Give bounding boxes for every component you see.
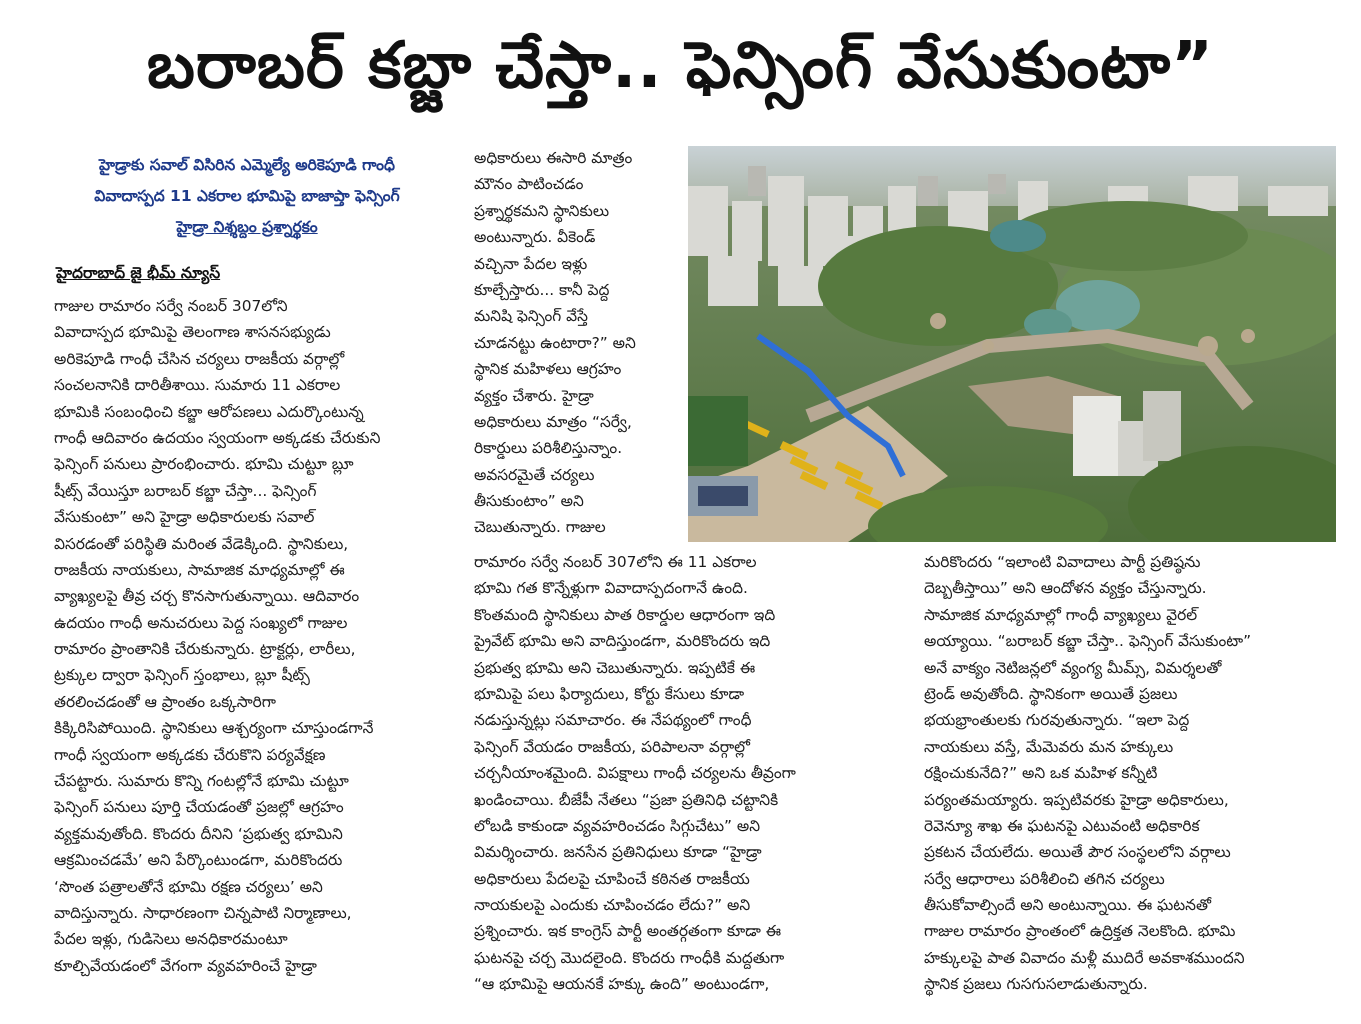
article-line: “ఆ భూమిపై ఆయనకే హక్కు ఉంది” అంటుండగా, xyxy=(474,975,770,994)
article-line: దెబ్బతీస్తాయి” అని ఆందోళన వ్యక్తం చేస్తున్నారు. xyxy=(924,579,1207,598)
article-line: అంటున్నారు. వీకెండ్ xyxy=(474,228,596,247)
article-line: రక్షించుకునేది?” అని ఒక మహిళ కన్నీటి xyxy=(924,764,1158,783)
article-line: వివాదాస్పద భూమిపై తెలంగాణ శాసనసభ్యుడు xyxy=(54,323,331,342)
article-line: అరికెపూడి గాంధీ చేసిన చర్యలు రాజకీయ వర్గాల్లో xyxy=(54,349,345,368)
article-line: ఫెన్సింగ్ పనులు ప్రారంభించారు. భూమి చుట్టూ బ్లూ xyxy=(54,455,354,474)
article-line: స్థానిక ప్రజలు గుసగుసలాడుతున్నారు. xyxy=(924,975,1148,994)
article-line: వ్యక్తమవుతోంది. కొందరు దీనిని ‘ప్రభుత్వ భూమిని xyxy=(54,824,343,843)
article-line: రికార్డులు పరిశీలిస్తున్నాం. xyxy=(474,439,623,458)
article-column-3 xyxy=(924,549,1344,998)
subheadline-3: హైడ్రా నిశ్శబ్దం ప్రశ్నార్థకం xyxy=(176,218,318,236)
article-line: అధికారులు మాత్రం “సర్వే, xyxy=(474,412,632,431)
article-line: గాజుల రామారం ప్రాంతంలో ఉద్రిక్తత నెలకొంది. భూమి xyxy=(924,922,1236,941)
article-line: ప్రైవేట్ భూమి అని వాదిస్తుండగా, మరికొందరు ఇది xyxy=(474,632,771,651)
article-line: గాంధీ ఆదివారం ఉదయం స్వయంగా అక్కడకు చేరుకుని xyxy=(54,428,381,447)
article-line: గాంధీ స్వయంగా అక్కడకు చేరుకొని పర్యవేక్షణ xyxy=(54,745,326,764)
subheadline-block xyxy=(42,150,452,243)
article-line: వ్యక్తం చేశారు. హైడ్రా xyxy=(474,386,594,405)
article-line: రెవెన్యూ శాఖ ఈ ఘటనపై ఎటువంటి అధికారిక xyxy=(924,816,1200,835)
article-line: చెబుతున్నారు. గాజుల xyxy=(474,518,606,537)
dateline: హైదరాబాద్ జై భీమ్ న్యూస్ xyxy=(56,264,221,282)
article-line: కూల్చివేయడంలో వేగంగా వ్యవహరించే హైడ్రా xyxy=(54,956,317,975)
article-line: గాజుల రామారం సర్వే నంబర్ 307లోని xyxy=(54,297,288,315)
article-line: ‘సొంత పత్రాలతోనే భూమి రక్షణ చర్యలు’ అని xyxy=(54,877,323,896)
article-line: చూడనట్టు ఉంటారా?” అని xyxy=(474,333,636,352)
article-line: మౌనం పాటించడం xyxy=(474,175,584,194)
article-line: ప్రశ్నించారు. ఇక కాంగ్రెస్ పార్టీ అంతర్గతంగా కూడా ఈ xyxy=(474,922,782,941)
article-line: అధికారులు ఈసారి మాత్రం xyxy=(474,149,633,167)
article-line: సంచలనానికి దారితీశాయి. సుమారు 11 ఎకరాల xyxy=(54,376,341,395)
article-line: షీట్స్ వేయిస్తూ బరాబర్ కబ్జా చేస్తా... ఫెన్సింగ్ xyxy=(54,481,317,500)
article-line: వచ్చినా పేదల ఇళ్లు xyxy=(474,254,588,273)
article-line: విసరడంతో పరిస్థితి మరింత వేడెక్కింది. స్థానికులు, xyxy=(54,534,349,553)
article-line: అధికారులు పేదలపై చూపించే కఠినత రాజకీయ xyxy=(474,869,750,888)
subheadline-1: హైడ్రాకు సవాల్ విసిరిన ఎమ్మెల్యే అరికెపూడి గాంధీ xyxy=(99,156,395,174)
article-line: భూమికి సంబంధించి కబ్జా ఆరోపణలు ఎదుర్కొంటున్న xyxy=(54,402,364,421)
article-line: ఫెన్సింగ్ పనులు పూర్తి చేయడంతో ప్రజల్లో ఆగ్రహం xyxy=(54,798,344,817)
article-line: మనిషి ఫెన్సింగ్ వేస్తే xyxy=(474,307,588,326)
article-line: నాయకులపై ఎందుకు చూపించడం లేదు?” అని xyxy=(474,896,751,915)
article-line: ఖండించాయి. బీజేపీ నేతలు “ప్రజా ప్రతినిధి చట్టానికి xyxy=(474,790,779,809)
article-column-2-top xyxy=(474,145,684,541)
article-line: పర్యంతమయ్యారు. ఇప్పటివరకు హైడ్రా అధికారులు, xyxy=(924,790,1229,809)
article-line: భూమిపై పలు ఫిర్యాదులు, కోర్టు కేసులు కూడా xyxy=(474,684,745,703)
article-line: వేసుకుంటా” అని హైడ్రా అధికారులకు సవాల్ xyxy=(54,508,315,527)
article-line: ప్రకటన చేయలేదు. అయితే పౌర సంస్థలలోని వర్గాలు xyxy=(924,843,1231,862)
article-line: కొంతమంది స్థానికులు పాత రికార్డుల ఆధారంగా ఇది xyxy=(474,605,776,624)
article-column-2-bottom xyxy=(474,549,884,998)
article-line: సర్వే ఆధారాలు పరిశీలించి తగిన చర్యలు xyxy=(924,869,1165,888)
article-line: పేదల ఇళ్లు, గుడిసెలు అనధికారమంటూ xyxy=(54,930,288,949)
article-line: ఉదయం గాంధీ అనుచరులు పెద్ద సంఖ్యలో గాజుల xyxy=(54,613,348,632)
subheadline-2: వివాదాస్పద 11 ఎకరాల భూమిపై బాజాప్తా ఫెన్సింగ్ xyxy=(94,187,400,205)
article-line: తీసుకోవాల్సిందే అని అంటున్నాయి. ఈ ఘటనతో xyxy=(924,896,1212,915)
article-line: ఆక్రమించడమే’ అని పేర్కొంటుండగా, మరికొందరు xyxy=(54,851,343,870)
article-line: చర్చనీయాంశమైంది. విపక్షాలు గాంధీ చర్యలను తీవ్రంగా xyxy=(474,764,796,783)
article-line: రాజకీయ నాయకులు, సామాజిక మాధ్యమాల్లో ఈ xyxy=(54,560,345,579)
article-line: విమర్శించారు. జనసేన ప్రతినిధులు కూడా “హైడ్రా xyxy=(474,843,762,862)
article-line: మరికొందరు “ఇలాంటి వివాదాలు పార్టీ ప్రతిష్ఠను xyxy=(924,553,1201,571)
article-line: ఘటనపై చర్చ మొదలైంది. కొందరు గాంధీకి మద్దతుగా xyxy=(474,948,785,967)
article-line: అవసరమైతే చర్యలు xyxy=(474,465,595,484)
article-line: ట్రెండ్ అవుతోంది. స్థానికంగా అయితే ప్రజలు xyxy=(924,684,1178,703)
headline: బరాబర్ కబ్జా చేస్తా.. ఫెన్సింగ్ వేసుకుంటా” xyxy=(146,29,1215,103)
article-line: వ్యాఖ్యలపై తీవ్ర చర్చ కొనసాగుతున్నాయి. ఆదివారం xyxy=(54,587,360,606)
article-line: భూమి గత కొన్నేళ్లుగా వివాదాస్పదంగానే ఉంది. xyxy=(474,579,748,598)
article-line: అనే వాక్యం నెటిజన్లలో వ్యంగ్య మీమ్స్, విమర్శలతో xyxy=(924,658,1222,677)
article-line: నాయకులు వస్తే, మేమెవరు మన హక్కులు xyxy=(924,737,1174,756)
aerial-photo-illustration xyxy=(688,146,1336,542)
article-line: స్థానిక మహిళలు ఆగ్రహం xyxy=(474,360,622,379)
article-line: చేపట్టారు. సుమారు కొన్ని గంటల్లోనే భూమి చుట్టూ xyxy=(54,772,349,791)
article-column-1 xyxy=(54,293,454,979)
article-line: రామారం ప్రాంతానికి చేరుకున్నారు. ట్రాక్టర్లు, లారీలు, xyxy=(54,640,356,659)
article-line: హక్కులపై పాత వివాదం మళ్లీ ముదిరే అవకాశముందని xyxy=(924,948,1245,967)
aerial-photo xyxy=(688,146,1336,542)
article-line: నడుస్తున్నట్లు సమాచారం. ఈ నేపథ్యంలో గాంధీ xyxy=(474,711,752,730)
article-line: లోబడి కాకుండా వ్యవహరించడం సిగ్గుచేటు” అని xyxy=(474,816,760,835)
article-line: రామారం సర్వే నంబర్ 307లోని ఈ 11 ఎకరాల xyxy=(474,553,757,571)
article-line: తరలించడంతో ఆ ప్రాంతం ఒక్కసారిగా xyxy=(54,692,276,711)
article-line: ప్రభుత్వ భూమి అని చెబుతున్నారు. ఇప్పటికే ఈ xyxy=(474,658,756,677)
article-line: సామాజిక మాధ్యమాల్లో గాంధీ వ్యాఖ్యలు వైరల్ xyxy=(924,605,1198,624)
article-line: ట్రక్కుల ద్వారా ఫెన్సింగ్ స్తంభాలు, బ్లూ షీట్స్ xyxy=(54,666,310,685)
article-line: ఫెన్సింగ్ వేయడం రాజకీయ, పరిపాలనా వర్గాల్లో xyxy=(474,737,751,756)
article-line: వాదిస్తున్నారు. సాధారణంగా చిన్నపాటి నిర్మాణాలు, xyxy=(54,903,352,922)
article-line: తీసుకుంటాం” అని xyxy=(474,492,584,511)
article-line: భయభ్రాంతులకు గురవుతున్నారు. “ఇలా పెద్ద xyxy=(924,711,1190,730)
article-line: కూల్చేస్తారు... కానీ పెద్ద xyxy=(474,280,610,299)
article-line: అయ్యాయి. “బరాబర్ కబ్జా చేస్తా.. ఫెన్సింగ్ వేసుకుంటా” xyxy=(924,632,1252,651)
article-line: ప్రశ్నార్థకమని స్థానికులు xyxy=(474,201,610,220)
article-line: కిక్కిరిసిపోయింది. స్థానికులు ఆశ్చర్యంగా చూస్తుండగానే xyxy=(54,719,374,738)
